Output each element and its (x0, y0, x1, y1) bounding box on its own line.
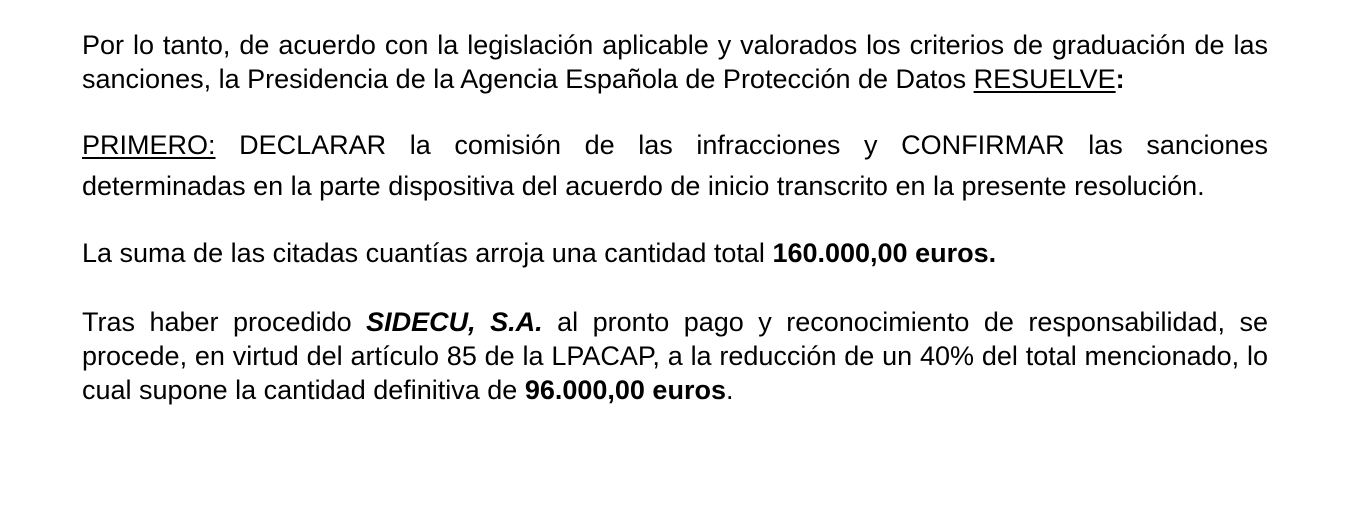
total-amount: 160.000,00 euros. (772, 238, 997, 268)
intro-paragraph (82, 28, 1268, 96)
resolution-document (82, 28, 1268, 407)
reduction-paragraph (82, 305, 1268, 407)
reduction-text-middle: al pronto pago y reconocimiento de responsabilidad, se procede, en virtud del artículo 85 de la LPACAP, a la reducción de un 40% del total mencionado, lo cual supone la cantidad definitiva de (82, 307, 1268, 405)
total-paragraph (82, 236, 1268, 270)
final-period: . (725, 375, 734, 405)
resuelve-word: RESUELVE (973, 64, 1116, 94)
primero-paragraph (82, 125, 1268, 207)
reduction-text-before: Tras haber procedido (82, 307, 367, 337)
intro-text: Por lo tanto, de acuerdo con la legislación aplicable y valorados los criterios de graduación de las sanciones, la Presidencia de la Agencia Española de Protección de Datos (82, 30, 1268, 94)
resuelve-colon: : (1115, 64, 1125, 94)
primero-label: PRIMERO: (82, 130, 216, 160)
final-amount: 96.000,00 euros (524, 375, 726, 405)
company-name: SIDECU, S.A. (366, 307, 543, 337)
total-text: La suma de las citadas cuantías arroja una cantidad total (82, 238, 773, 268)
primero-text: DECLARAR la comisión de las infracciones y CONFIRMAR las sanciones determinadas en la parte dispositiva del acuerdo de inicio transcrito en la presente resolución. (82, 130, 1268, 201)
